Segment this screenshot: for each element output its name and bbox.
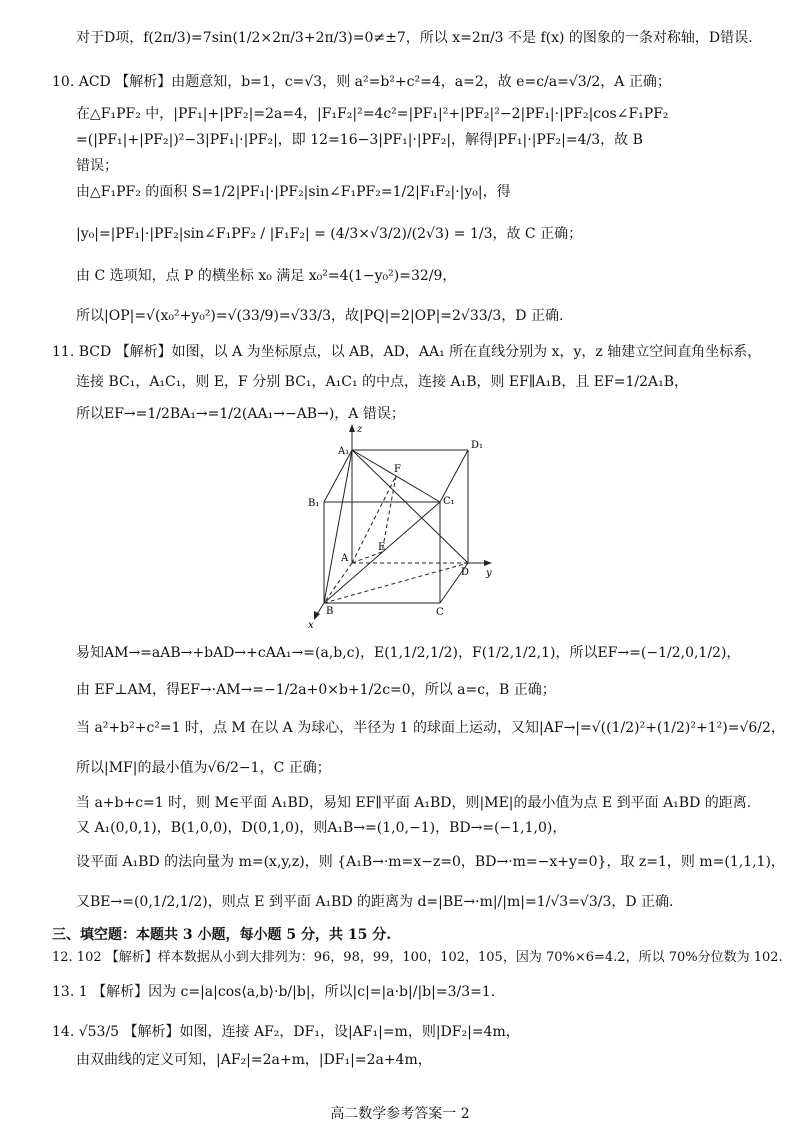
text-line: |y₀|=|PF₁|·|PF₂|sin∠F₁PF₂ / |F₁F₂| = (4/3×√3/2)/(2√3) = 1/3，故 C 正确；	[76, 226, 583, 242]
label-C: C	[436, 607, 444, 618]
text-line: =(|PF₁|+|PF₂|)²−3|PF₁|·|PF₂|，即 12=16−3|PF₁|·|PF₂|，解得|PF₁|·|PF₂|=4/3，故 B	[76, 132, 643, 148]
label-C1: C₁	[443, 496, 455, 507]
text-line: 由双曲线的定义可知，|AF₂|=2a+m，|DF₁|=2a+4m，	[76, 1052, 432, 1068]
text-line: 设平面 A₁BD 的法向量为 m=(x,y,z)，则 {A₁B→·m=x−z=0，BD→·m=−x+y=0}，取 z=1，则 m=(1,1,1)，	[76, 854, 785, 870]
text-line: 10. ACD 【解析】由题意知，b=1，c=√3，则 a²=b²+c²=4，a=2，故 e=c/a=√3/2，A 正确；	[52, 74, 671, 90]
text-line: 当 a+b+c=1 时，则 M∈平面 A₁BD，易知 EF∥平面 A₁BD，则|ME|的最小值为点 E 到平面 A₁BD 的距离.	[76, 795, 752, 811]
text-line: 所以|OP|=√(x₀²+y₀²)=√(33/9)=√33/3，故|PQ|=2|OP|=2√33/3，D 正确.	[76, 308, 564, 324]
label-x: x	[308, 620, 314, 630]
label-A1: A₁	[338, 446, 350, 457]
text-line: 14. √53/5 【解析】如图，连接 AF₂，DF₁，设|AF₁|=m，则|DF₂|=4m，	[52, 1024, 520, 1040]
label-z: z	[357, 424, 363, 435]
label-A: A	[341, 553, 349, 564]
text-line: 错误；	[76, 158, 118, 174]
text-line: 由 EF⊥AM，得EF→·AM→=−1/2a+0×b+1/2c=0，所以 a=c，B 正确；	[76, 682, 556, 698]
text-line: 对于D项，f(2π/3)=7sin(1/2×2π/3+2π/3)=0≠±7，所以 x=2π/3 不是 f(x) 的图象的一条对称轴，D错误.	[76, 30, 753, 46]
cube-coordinate-figure	[290, 420, 500, 630]
text-line: 12. 102 【解析】样本数据从小到大排列为：96，98，99，100，102，105，因为 70%×6=4.2，所以 70%分位数为 102.	[52, 950, 783, 965]
page-footer: 高二数学参考答案一 2	[330, 1106, 470, 1122]
text-line: 11. BCD 【解析】如图，以 A 为坐标原点，以 AB，AD，AA₁ 所在直线分别为 x，y，z 轴建立空间直角坐标系，	[52, 344, 762, 360]
label-B1: B₁	[308, 498, 320, 509]
label-y: y	[486, 568, 492, 579]
text-line: 又BE→=(0,1/2,1/2)，则点 E 到平面 A₁BD 的距离为 d=|BE→·m|/|m|=1/√3=√3/3，D 正确.	[76, 894, 674, 910]
label-D: D	[461, 567, 470, 578]
text-line: 当 a²+b²+c²=1 时，点 M 在以 A 为球心，半径为 1 的球面上运动，又知|AF→|=√((1/2)²+(1/2)²+1²)=√6/2，	[76, 720, 785, 736]
text-line: 又 A₁(0,0,1)，B(1,0,0)，D(0,1,0)，则A₁B→=(1,0,−1)，BD→=(−1,1,0)，	[76, 820, 567, 836]
text-line: 由△F₁PF₂ 的面积 S=1/2|PF₁|·|PF₂|sin∠F₁PF₂=1/2|F₁F₂|·|y₀|，得	[76, 184, 511, 200]
text-line: 由 C 选项知，点 P 的横坐标 x₀ 满足 x₀²=4(1−y₀²)=32/9，	[76, 268, 457, 284]
text-line: 易知AM→=aAB→+bAD→+cAA₁→=(a,b,c)，E(1,1/2,1/2)，F(1/2,1/2,1)，所以EF→=(−1/2,0,1/2)，	[76, 645, 741, 661]
label-D1: D₁	[471, 440, 484, 451]
text-line: 所以|MF|的最小值为√6/2−1，C 正确；	[76, 760, 331, 776]
label-E: E	[378, 542, 386, 553]
text-line: 在△F₁PF₂ 中，|PF₁|+|PF₂|=2a=4，|F₁F₂|²=4c²=|PF₁|²+|PF₂|²−2|PF₁|·|PF₂|cos∠F₁PF₂	[76, 106, 669, 122]
text-line: 13. 1 【解析】因为 c=|a|cos⟨a,b⟩·b/|b|，所以|c|=|a·b|/|b|=3/3=1.	[52, 984, 496, 1000]
label-B: B	[326, 606, 334, 617]
label-F: F	[394, 464, 401, 475]
text-line: 三、填空题：本题共 3 小题，每小题 5 分，共 15 分.	[52, 927, 392, 943]
text-line: 所以EF→=1/2BA₁→=1/2(AA₁→−AB→)，A 错误；	[76, 406, 405, 422]
text-line: 连接 BC₁，A₁C₁，则 E，F 分别 BC₁，A₁C₁ 的中点，连接 A₁B，则 EF∥A₁B，且 EF=1/2A₁B，	[76, 374, 688, 390]
